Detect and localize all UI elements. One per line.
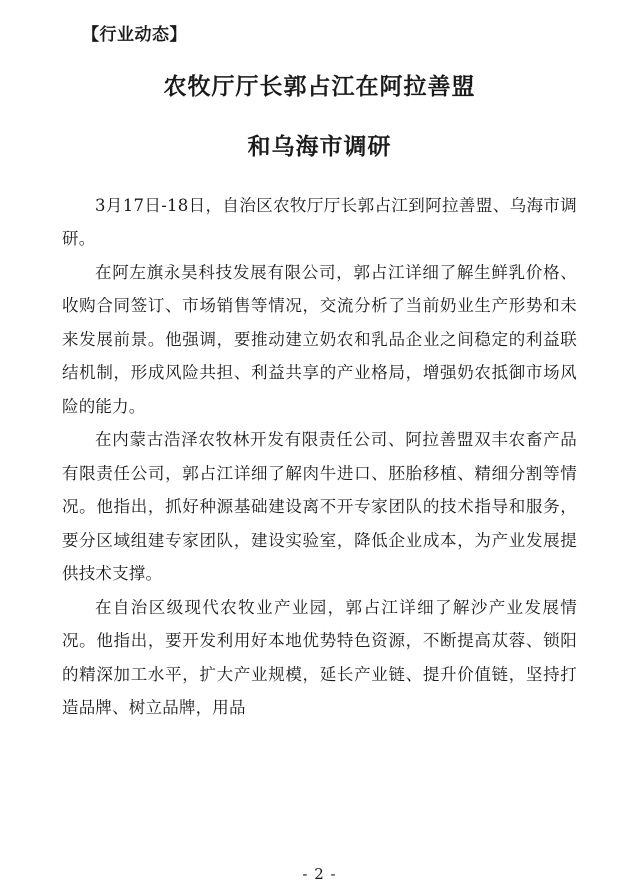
- page-title-line2: 和乌海市调研: [247, 133, 392, 161]
- body-paragraph: 在阿左旗永昊科技发展有限公司，郭占江详细了解生鲜乳价格、收购合同签订、市场销售等情况，交流分析了当前奶业生产形势和未来发展前景。他强调，要推动建立奶农和乳品企业之间稳定的利益联结机制，形成风险共担、利益共享的产业格局，增强奶农抵御市场风险的能力。: [62, 262, 577, 416]
- section-tag: 【行业动态】: [82, 25, 187, 45]
- page-number: - 2 -: [302, 865, 337, 883]
- body-paragraph: 在自治区级现代农牧业产业园，郭占江详细了解沙产业发展情况。他指出，要开发利用好本地优势特色资源，不断提高苁蓉、锁阳的精深加工水平，扩大产业规模，延长产业链、提升价值链，坚持打造品牌、树立品牌，用品: [62, 597, 577, 718]
- document-body: [62, 189, 577, 725]
- body-paragraph: 在内蒙古浩泽农牧林开发有限责任公司、阿拉善盟双丰农畜产品有限责任公司，郭占江详细了解肉牛进口、胚胎移植、精细分割等情况。他指出，抓好种源基础建设离不开专家团队的技术指导和服务，要分区域组建专家团队，建设实验室，降低企业成本，为产业发展提供技术支撑。: [62, 430, 577, 584]
- body-paragraph: 3月17日-18日，自治区农牧厅厅长郭占江到阿拉善盟、乌海市调研。: [62, 195, 577, 249]
- page-title-line1: 农牧厅厅长郭占江在阿拉善盟: [163, 72, 476, 100]
